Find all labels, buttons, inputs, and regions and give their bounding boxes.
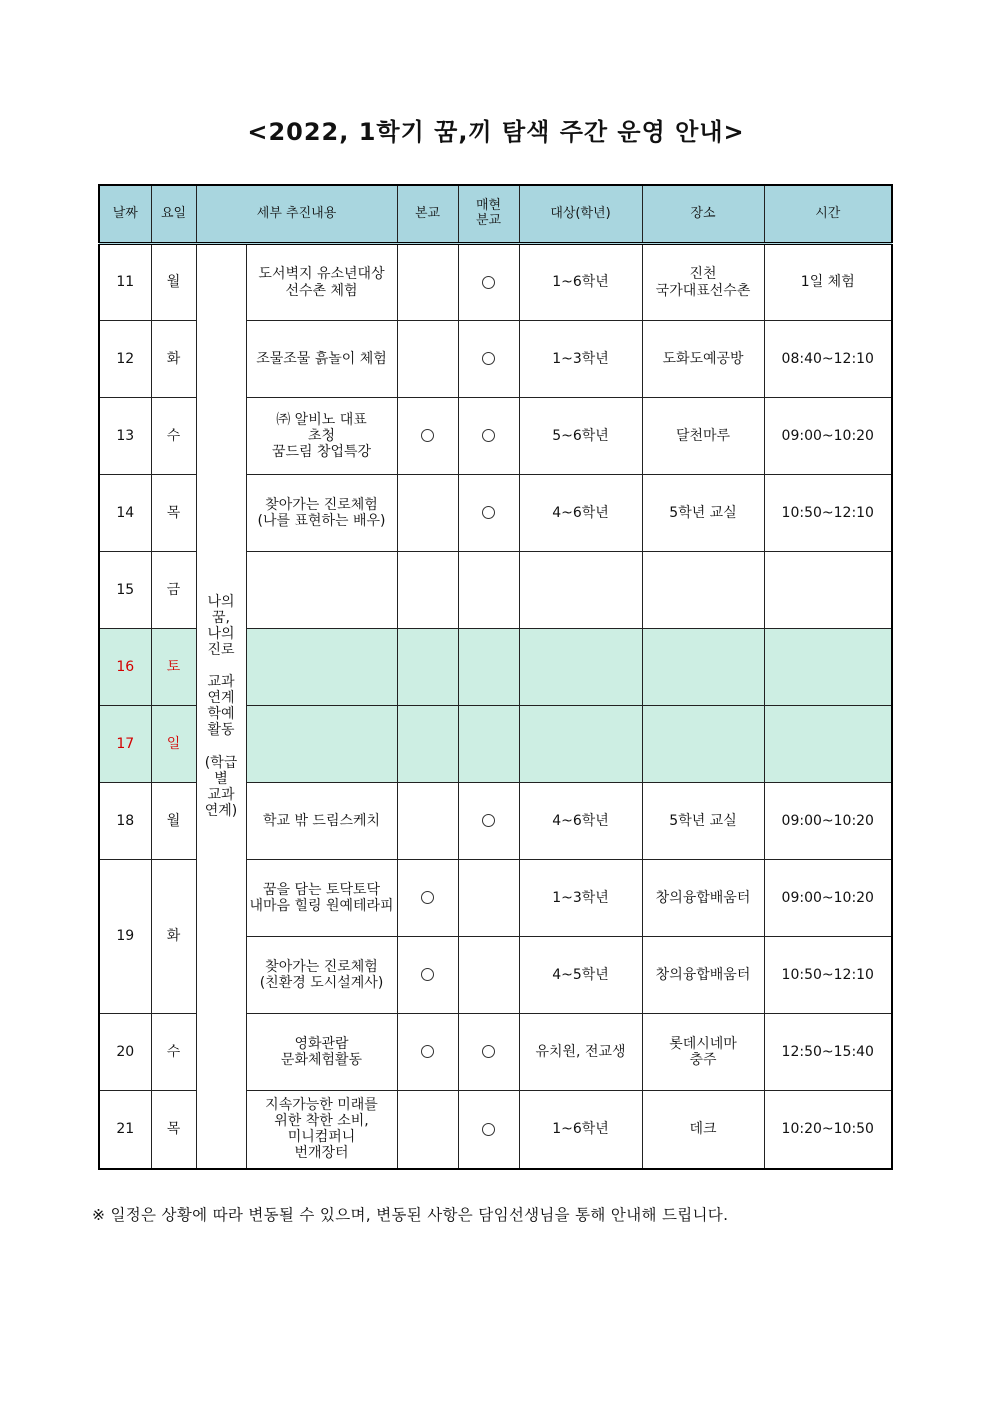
row-date: 13 [99, 398, 151, 475]
header-branch-line2: 분교 [475, 213, 502, 228]
row-branch-school [458, 398, 519, 475]
row-day: 목 [151, 475, 196, 552]
row-time [764, 706, 892, 783]
row-target: 1~3학년 [519, 860, 642, 937]
row-place: 롯데시네마 충주 [642, 1014, 764, 1091]
header-date: 날짜 [99, 185, 151, 244]
row-place: 진천 국가대표선수촌 [642, 244, 764, 321]
row-main-school [397, 629, 458, 706]
row-place: 도화도예공방 [642, 321, 764, 398]
row-branch-school [458, 321, 519, 398]
row-target: 5~6학년 [519, 398, 642, 475]
row-content: 찾아가는 진로체험 (나를 표현하는 배우) [246, 475, 397, 552]
row-branch-school [458, 475, 519, 552]
row-main-school [397, 1014, 458, 1091]
row-branch-school [458, 1014, 519, 1091]
row-date: 19 [99, 860, 151, 1014]
row-date: 11 [99, 244, 151, 321]
row-target: 유치원, 전교생 [519, 1014, 642, 1091]
row-time: 09:00~10:20 [764, 783, 892, 860]
row-content: 도서벽지 유소년대상 선수촌 체험 [246, 244, 397, 321]
header-detail: 세부 추진내용 [196, 185, 397, 244]
row-branch-school [458, 1091, 519, 1169]
row-main-school [397, 552, 458, 629]
row-date: 14 [99, 475, 151, 552]
header-day: 요일 [151, 185, 196, 244]
row-day: 수 [151, 1014, 196, 1091]
row-time: 10:20~10:50 [764, 1091, 892, 1169]
row-place: 5학년 교실 [642, 475, 764, 552]
header-place: 장소 [642, 185, 764, 244]
row-day: 금 [151, 552, 196, 629]
row-branch-school [458, 783, 519, 860]
row-place [642, 629, 764, 706]
row-day: 월 [151, 244, 196, 321]
row-main-school [397, 398, 458, 475]
row-time: 09:00~10:20 [764, 860, 892, 937]
table-row [99, 244, 892, 321]
row-branch-school [458, 552, 519, 629]
row-time: 08:40~12:10 [764, 321, 892, 398]
header-main-school: 본교 [397, 185, 458, 244]
row-place: 달천마루 [642, 398, 764, 475]
row-content: 지속가능한 미래를 위한 착한 소비, 미니컴퍼니 번개장터 [246, 1091, 397, 1169]
schedule-table [98, 184, 893, 1170]
row-day: 화 [151, 321, 196, 398]
row-branch-school [458, 629, 519, 706]
row-branch-school [458, 244, 519, 321]
row-main-school [397, 321, 458, 398]
row-main-school [397, 475, 458, 552]
page-title: <2022, 1학기 꿈,끼 탐색 주간 운영 안내> [247, 118, 745, 146]
row-date: 15 [99, 552, 151, 629]
row-target [519, 629, 642, 706]
circle-mark-icon [482, 1045, 495, 1058]
row-content: 영화관람 문화체험활동 [246, 1014, 397, 1091]
category-cell: 나의 꿈, 나의 진로 교과 연계 학예 활동 (학급 별 교과 연계) [196, 244, 246, 1169]
row-day: 일 [151, 706, 196, 783]
row-day: 수 [151, 398, 196, 475]
row-branch-school [458, 706, 519, 783]
row-place: 창의융합배움터 [642, 860, 764, 937]
row-target: 4~6학년 [519, 783, 642, 860]
header-time: 시간 [764, 185, 892, 244]
row-date: 21 [99, 1091, 151, 1169]
header-branch-school [458, 185, 519, 244]
circle-mark-icon [421, 1045, 434, 1058]
circle-mark-icon [482, 506, 495, 519]
row-date: 12 [99, 321, 151, 398]
row-place: 데크 [642, 1091, 764, 1169]
row-main-school [397, 244, 458, 321]
row-day: 화 [151, 860, 196, 1014]
row-target: 4~5학년 [519, 937, 642, 1014]
row-day: 토 [151, 629, 196, 706]
circle-mark-icon [421, 968, 434, 981]
row-place [642, 706, 764, 783]
circle-mark-icon [421, 429, 434, 442]
row-date: 17 [99, 706, 151, 783]
row-time [764, 629, 892, 706]
row-content: ㈜ 알비노 대표 초청 꿈드림 창업특강 [246, 398, 397, 475]
row-content: 찾아가는 진로체험 (친환경 도시설계사) [246, 937, 397, 1014]
row-target [519, 706, 642, 783]
row-day: 월 [151, 783, 196, 860]
row-place: 창의융합배움터 [642, 937, 764, 1014]
row-content [246, 629, 397, 706]
circle-mark-icon [482, 814, 495, 827]
footnote: ※ 일정은 상황에 따라 변동될 수 있으며, 변동된 사항은 담임선생님을 통해 안내해 드립니다. [92, 1206, 729, 1224]
row-content [246, 552, 397, 629]
row-date: 18 [99, 783, 151, 860]
row-main-school [397, 1091, 458, 1169]
row-main-school [397, 783, 458, 860]
row-place [642, 552, 764, 629]
row-target [519, 552, 642, 629]
header-target: 대상(학년) [519, 185, 642, 244]
row-content: 조물조물 흙놀이 체험 [246, 321, 397, 398]
row-target: 1~6학년 [519, 244, 642, 321]
row-target: 1~3학년 [519, 321, 642, 398]
row-date: 20 [99, 1014, 151, 1091]
row-date: 16 [99, 629, 151, 706]
row-place: 5학년 교실 [642, 783, 764, 860]
row-branch-school [458, 860, 519, 937]
circle-mark-icon [421, 891, 434, 904]
circle-mark-icon [482, 429, 495, 442]
row-target: 1~6학년 [519, 1091, 642, 1169]
row-content [246, 706, 397, 783]
row-time: 10:50~12:10 [764, 475, 892, 552]
row-branch-school [458, 937, 519, 1014]
row-main-school [397, 860, 458, 937]
header-branch-line1: 매현 [475, 198, 502, 214]
circle-mark-icon [482, 352, 495, 365]
row-main-school [397, 937, 458, 1014]
row-time: 10:50~12:10 [764, 937, 892, 1014]
row-time: 12:50~15:40 [764, 1014, 892, 1091]
row-day: 목 [151, 1091, 196, 1169]
row-time [764, 552, 892, 629]
circle-mark-icon [482, 1123, 495, 1136]
row-main-school [397, 706, 458, 783]
row-target: 4~6학년 [519, 475, 642, 552]
row-content: 학교 밖 드림스케치 [246, 783, 397, 860]
row-time: 09:00~10:20 [764, 398, 892, 475]
header-row [99, 185, 892, 244]
circle-mark-icon [482, 276, 495, 289]
row-time: 1일 체험 [764, 244, 892, 321]
row-content: 꿈을 담는 토닥토닥 내마음 힐링 원예테라피 [246, 860, 397, 937]
